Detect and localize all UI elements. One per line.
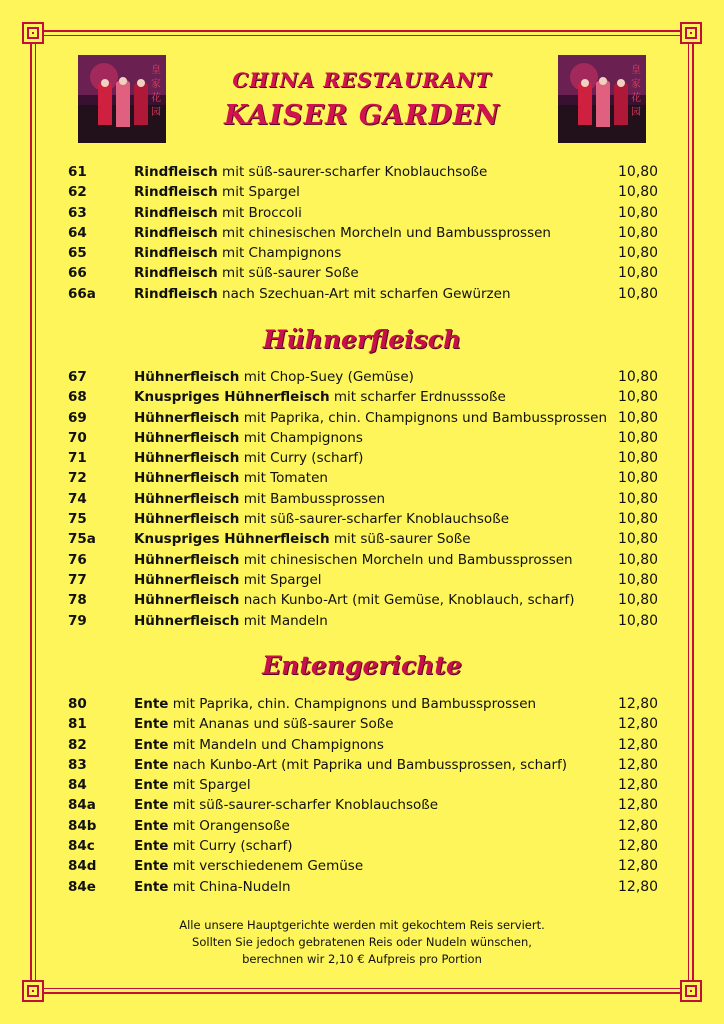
item-detail: mit Broccoli [222, 204, 302, 221]
menu-item-row [0, 755, 724, 775]
item-price: 10,80 [618, 265, 659, 282]
item-number: 82 [68, 736, 87, 753]
footer-line: berechnen wir 2,10 € Aufpreis pro Portion [242, 952, 482, 966]
menu-item-row [0, 775, 724, 795]
menu-item-row [0, 611, 724, 631]
item-description [134, 592, 574, 608]
item-name: Hühnerfleisch [134, 409, 240, 426]
item-description [134, 757, 567, 773]
item-description [134, 838, 292, 854]
footer-line: Sollten Sie jedoch gebratenen Reis oder Nudeln wünschen, [192, 935, 532, 949]
item-name: Rindfleisch [134, 164, 218, 180]
restaurant-name: KAISER GARDEN [224, 100, 500, 131]
item-price: 10,80 [618, 571, 659, 588]
menu-item-row [0, 468, 724, 488]
svg-text:花: 花 [151, 93, 161, 104]
item-name: Rindfleisch [134, 285, 218, 302]
footer-note [0, 917, 724, 968]
item-name: Rindfleisch [134, 204, 218, 221]
menu-item-row [0, 182, 724, 202]
item-description [134, 777, 251, 793]
item-description [134, 450, 363, 466]
item-description [134, 389, 506, 405]
item-name: Hühnerfleisch [134, 429, 240, 446]
item-price: 12,80 [618, 878, 659, 895]
item-name: Ente [134, 797, 169, 814]
item-name: Hühnerfleisch [134, 511, 240, 528]
corner-ornament [22, 980, 44, 1002]
menu-item-row [0, 816, 724, 836]
item-name: Rindfleisch [134, 265, 218, 282]
item-name: Ente [134, 858, 169, 875]
item-name: Rindfleisch [134, 245, 218, 262]
item-detail: mit verschiedenem Gemüse [172, 858, 364, 875]
svg-text:花: 花 [631, 93, 641, 104]
item-detail: mit scharfer Erdnusssoße [333, 389, 506, 406]
item-description [134, 491, 385, 507]
item-description [134, 858, 363, 874]
item-number: 80 [68, 696, 87, 712]
item-description [134, 410, 607, 426]
menu-item-row [0, 509, 724, 529]
item-description [134, 737, 384, 753]
item-name: Rindfleisch [134, 184, 218, 201]
menu-item-row [0, 877, 724, 897]
item-detail: mit Mandeln und Champignons [172, 736, 384, 753]
item-price: 12,80 [618, 736, 659, 753]
footer-line: Alle unsere Hauptgerichte werden mit gekochtem Reis serviert. [179, 918, 545, 932]
item-detail: mit Mandeln [243, 612, 328, 629]
item-name: Rindfleisch [134, 224, 218, 241]
item-number: 79 [68, 612, 87, 629]
item-price: 12,80 [618, 696, 659, 712]
item-description [134, 286, 511, 302]
item-number: 65 [68, 245, 87, 262]
item-price: 10,80 [618, 245, 659, 262]
item-price: 10,80 [618, 490, 659, 507]
item-detail: mit süß-saurer-scharfer Knoblauchsoße [243, 511, 510, 528]
svg-text:园: 园 [151, 107, 161, 118]
item-number: 61 [68, 164, 87, 180]
item-price: 12,80 [618, 797, 659, 814]
item-price: 10,80 [618, 369, 659, 385]
item-number: 84e [68, 878, 96, 895]
item-detail: mit süß-saurer Soße [333, 531, 471, 548]
item-number: 70 [68, 429, 87, 446]
item-description [134, 531, 471, 547]
item-price: 12,80 [618, 838, 659, 855]
item-description [134, 245, 341, 261]
item-number: 72 [68, 470, 87, 487]
menu-item-row [0, 162, 724, 182]
item-price: 10,80 [618, 592, 659, 609]
section-title-entengerichte: Entengerichte [262, 651, 462, 680]
item-price: 10,80 [618, 409, 659, 426]
corner-ornament [22, 22, 44, 44]
item-detail: mit Curry (scharf) [243, 450, 364, 467]
item-description [134, 369, 414, 385]
menu-item-row [0, 836, 724, 856]
item-description [134, 716, 394, 732]
item-detail: mit Bambussprossen [243, 490, 386, 507]
item-detail: nach Szechuan-Art mit scharfen Gewürzen [222, 285, 511, 302]
item-description [134, 184, 300, 200]
menu-list-rindfleisch [0, 162, 724, 304]
item-description [134, 572, 322, 588]
item-detail: mit Orangensoße [172, 817, 290, 834]
menu-item-row [0, 408, 724, 428]
item-name: Hühnerfleisch [134, 450, 240, 467]
item-name: Ente [134, 736, 169, 753]
menu-item-row [0, 590, 724, 610]
svg-text:园: 园 [631, 107, 641, 118]
item-detail: mit süß-saurer-scharfer Knoblauchsoße [222, 164, 488, 180]
menu-item-row [0, 428, 724, 448]
item-description [134, 613, 328, 629]
menu-list-huehnerfleisch [0, 367, 724, 631]
item-name: Hühnerfleisch [134, 490, 240, 507]
item-name: Hühnerfleisch [134, 612, 240, 629]
item-detail: mit Paprika, chin. Champignons und Bambussprossen [243, 409, 608, 426]
item-number: 69 [68, 409, 87, 426]
item-price: 10,80 [618, 470, 659, 487]
item-price: 10,80 [618, 184, 659, 201]
item-name: Ente [134, 756, 169, 773]
item-name: Hühnerfleisch [134, 551, 240, 568]
item-description [134, 205, 302, 221]
item-name: Knuspriges Hühnerfleisch [134, 389, 330, 406]
item-number: 66a [68, 285, 96, 302]
item-price: 10,80 [618, 164, 659, 180]
item-number: 62 [68, 184, 87, 201]
item-price: 10,80 [618, 204, 659, 221]
menu-item-row [0, 448, 724, 468]
item-detail: mit chinesischen Morcheln und Bambussprossen [243, 551, 573, 568]
item-number: 84d [68, 858, 97, 875]
item-detail: mit chinesischen Morcheln und Bambussprossen [222, 224, 551, 241]
item-detail: mit Spargel [243, 571, 322, 588]
menu-item-row [0, 570, 724, 590]
menu-item-row [0, 694, 724, 714]
item-name: Ente [134, 817, 169, 834]
item-price: 12,80 [618, 716, 659, 733]
item-price: 10,80 [618, 285, 659, 302]
item-number: 84c [68, 838, 95, 855]
item-price: 12,80 [618, 777, 659, 794]
item-price: 12,80 [618, 756, 659, 773]
item-price: 10,80 [618, 450, 659, 467]
item-price: 12,80 [618, 817, 659, 834]
item-description [134, 265, 359, 281]
item-detail: mit China-Nudeln [172, 878, 291, 895]
svg-text:皇: 皇 [151, 65, 161, 76]
restaurant-subtitle: CHINA RESTAURANT [232, 68, 492, 92]
svg-text:家: 家 [151, 79, 161, 90]
menu-item-row [0, 856, 724, 876]
item-name: Ente [134, 696, 169, 712]
item-detail: mit Spargel [172, 777, 251, 794]
item-number: 83 [68, 756, 87, 773]
item-detail: mit Chop-Suey (Gemüse) [243, 369, 414, 385]
item-detail: mit Tomaten [243, 470, 328, 487]
item-name: Hühnerfleisch [134, 369, 240, 385]
corner-ornament [680, 980, 702, 1002]
item-detail: nach Kunbo-Art (mit Gemüse, Knoblauch, scharf) [243, 592, 575, 609]
item-description [134, 164, 487, 180]
item-name: Hühnerfleisch [134, 470, 240, 487]
item-number: 77 [68, 571, 87, 588]
item-detail: mit Ananas und süß-saurer Soße [172, 716, 394, 733]
item-name: Knuspriges Hühnerfleisch [134, 531, 330, 548]
menu-item-row [0, 243, 724, 263]
item-detail: mit süß-saurer-scharfer Knoblauchsoße [172, 797, 439, 814]
item-description [134, 511, 509, 527]
item-name: Ente [134, 777, 169, 794]
item-name: Hühnerfleisch [134, 571, 240, 588]
menu-item-row [0, 367, 724, 387]
item-number: 75 [68, 511, 87, 528]
item-price: 10,80 [618, 612, 659, 629]
item-description [134, 430, 363, 446]
item-number: 78 [68, 592, 87, 609]
item-detail: nach Kunbo-Art (mit Paprika und Bambussprossen, scharf) [172, 756, 568, 773]
item-number: 84 [68, 777, 87, 794]
item-number: 71 [68, 450, 87, 467]
item-price: 10,80 [618, 429, 659, 446]
item-number: 84b [68, 817, 97, 834]
item-number: 63 [68, 204, 87, 221]
menu-item-row [0, 223, 724, 243]
menu-item-row [0, 714, 724, 734]
item-number: 67 [68, 369, 87, 385]
item-detail: mit Curry (scharf) [172, 838, 293, 855]
item-number: 75a [68, 531, 96, 548]
item-detail: mit Champignons [222, 245, 342, 262]
item-number: 74 [68, 490, 87, 507]
item-description [134, 696, 536, 712]
item-name: Ente [134, 716, 169, 733]
item-name: Ente [134, 878, 169, 895]
item-description [134, 818, 290, 834]
item-description [134, 879, 291, 895]
item-description [134, 797, 438, 813]
corner-ornament [680, 22, 702, 44]
item-detail: mit Paprika, chin. Champignons und Bambussprossen [172, 696, 537, 712]
item-name: Hühnerfleisch [134, 592, 240, 609]
menu-item-row [0, 387, 724, 407]
item-detail: mit süß-saurer Soße [222, 265, 359, 282]
item-price: 12,80 [618, 858, 659, 875]
menu-item-row [0, 489, 724, 509]
item-number: 84a [68, 797, 96, 814]
item-number: 81 [68, 716, 87, 733]
item-price: 10,80 [618, 551, 659, 568]
item-number: 76 [68, 551, 87, 568]
item-price: 10,80 [618, 511, 659, 528]
menu-item-row [0, 263, 724, 283]
item-description [134, 552, 573, 568]
svg-text:家: 家 [631, 79, 641, 90]
item-price: 10,80 [618, 531, 659, 548]
menu-item-row [0, 529, 724, 549]
item-price: 10,80 [618, 389, 659, 406]
menu-item-row [0, 735, 724, 755]
menu-item-row [0, 284, 724, 304]
item-number: 64 [68, 224, 87, 241]
item-description [134, 225, 551, 241]
svg-text:皇: 皇 [631, 65, 641, 76]
menu-item-row [0, 203, 724, 223]
item-detail: mit Champignons [243, 429, 363, 446]
item-number: 66 [68, 265, 87, 282]
menu-item-row [0, 795, 724, 815]
menu-item-row [0, 550, 724, 570]
item-description [134, 470, 328, 486]
item-number: 68 [68, 389, 87, 406]
menu-list-entengerichte [0, 694, 724, 897]
section-title-huehnerfleisch: Hühnerfleisch [262, 325, 462, 354]
item-name: Ente [134, 838, 169, 855]
item-price: 10,80 [618, 224, 659, 241]
item-detail: mit Spargel [222, 184, 300, 201]
